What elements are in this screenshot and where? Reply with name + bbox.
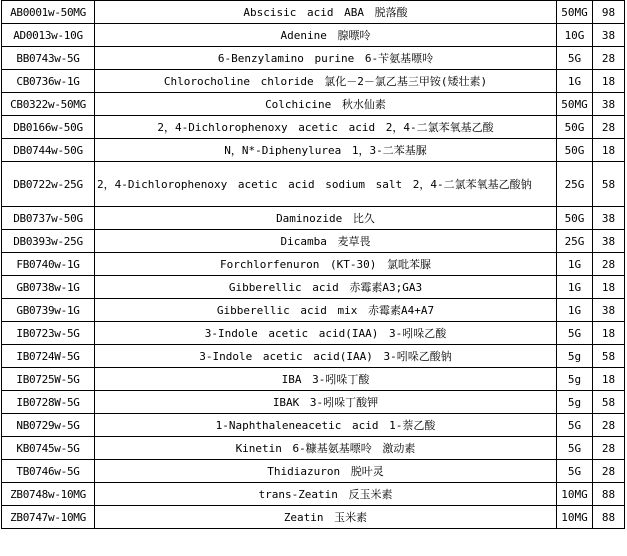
product-code-cell: DB0737w-50G	[2, 207, 95, 230]
product-name-cell: Kinetin 6-糠基氨基嘌呤 激动素	[95, 437, 557, 460]
product-code-cell: DB0393w-25G	[2, 230, 95, 253]
price-cell: 38	[593, 93, 625, 116]
price-cell: 58	[593, 345, 625, 368]
product-name-cell: IBA 3-吲哚丁酸	[95, 368, 557, 391]
price-cell: 38	[593, 24, 625, 47]
table-row	[2, 299, 625, 322]
table-row	[2, 483, 625, 506]
price-cell: 28	[593, 116, 625, 139]
table-row	[2, 437, 625, 460]
product-name-cell: Chlorocholine chloride 氯化－2－氯乙基三甲铵(矮壮素)	[95, 70, 557, 93]
product-name-cell: 3-Indole acetic acid(IAA) 3-吲哚乙酸钠	[95, 345, 557, 368]
product-name-cell: 1-Naphthaleneacetic acid 1-萘乙酸	[95, 414, 557, 437]
product-name-cell: Forchlorfenuron (KT-30) 氯吡苯脲	[95, 253, 557, 276]
price-cell: 28	[593, 460, 625, 483]
product-name-cell: Zeatin 玉米素	[95, 506, 557, 529]
product-name-cell: Gibberellic acid 赤霉素A3;GA3	[95, 276, 557, 299]
package-size-cell: 5G	[557, 437, 593, 460]
product-name-cell: Daminozide 比久	[95, 207, 557, 230]
product-code-cell: DB0166w-50G	[2, 116, 95, 139]
price-cell: 18	[593, 70, 625, 93]
table-row	[2, 1, 625, 24]
table-row	[2, 230, 625, 253]
product-table-container	[1, 0, 625, 529]
table-row	[2, 47, 625, 70]
price-cell: 38	[593, 207, 625, 230]
product-code-cell: DB0722w-25G	[2, 162, 95, 207]
product-code-cell: IB0725W-5G	[2, 368, 95, 391]
table-row	[2, 253, 625, 276]
product-name-cell: Thidiazuron 脱叶灵	[95, 460, 557, 483]
product-code-cell: CB0322w-50MG	[2, 93, 95, 116]
table-row	[2, 506, 625, 529]
price-cell: 18	[593, 368, 625, 391]
table-row	[2, 93, 625, 116]
product-code-cell: GB0739w-1G	[2, 299, 95, 322]
price-cell: 18	[593, 276, 625, 299]
table-row	[2, 70, 625, 93]
package-size-cell: 10MG	[557, 483, 593, 506]
product-code-cell: BB0743w-5G	[2, 47, 95, 70]
package-size-cell: 50MG	[557, 93, 593, 116]
package-size-cell: 1G	[557, 70, 593, 93]
product-code-cell: KB0745w-5G	[2, 437, 95, 460]
product-name-cell: Dicamba 麦草畏	[95, 230, 557, 253]
price-cell: 28	[593, 253, 625, 276]
package-size-cell: 10G	[557, 24, 593, 47]
table-row	[2, 391, 625, 414]
product-code-cell: GB0738w-1G	[2, 276, 95, 299]
product-code-cell: ZB0748w-10MG	[2, 483, 95, 506]
table-row	[2, 460, 625, 483]
product-name-cell: 6-Benzylamino purine 6-苄氨基嘌呤	[95, 47, 557, 70]
product-code-cell: DB0744w-50G	[2, 139, 95, 162]
product-code-cell: TB0746w-5G	[2, 460, 95, 483]
product-name-cell: Adenine 腺嘌呤	[95, 24, 557, 47]
product-code-cell: CB0736w-1G	[2, 70, 95, 93]
price-cell: 58	[593, 162, 625, 207]
product-name-cell: Abscisic acid ABA 脱落酸	[95, 1, 557, 24]
package-size-cell: 50G	[557, 139, 593, 162]
package-size-cell: 50MG	[557, 1, 593, 24]
product-name-cell: N，N*-Diphenylurea 1，3-二苯基脲	[95, 139, 557, 162]
product-code-cell: AB0001w-50MG	[2, 1, 95, 24]
price-cell: 28	[593, 414, 625, 437]
price-cell: 38	[593, 299, 625, 322]
package-size-cell: 5g	[557, 345, 593, 368]
product-name-cell: Colchicine 秋水仙素	[95, 93, 557, 116]
package-size-cell: 25G	[557, 230, 593, 253]
product-name-cell: trans-Zeatin 反玉米素	[95, 483, 557, 506]
product-code-cell: FB0740w-1G	[2, 253, 95, 276]
product-table-body	[2, 1, 625, 529]
price-cell: 28	[593, 47, 625, 70]
product-code-cell: IB0724W-5G	[2, 345, 95, 368]
package-size-cell: 5G	[557, 414, 593, 437]
table-row	[2, 322, 625, 345]
product-code-cell: AD0013w-10G	[2, 24, 95, 47]
table-row	[2, 414, 625, 437]
table-row	[2, 368, 625, 391]
package-size-cell: 10MG	[557, 506, 593, 529]
table-row	[2, 345, 625, 368]
table-row	[2, 139, 625, 162]
package-size-cell: 5g	[557, 391, 593, 414]
package-size-cell: 5G	[557, 460, 593, 483]
product-name-cell: 3-Indole acetic acid(IAA) 3-吲哚乙酸	[95, 322, 557, 345]
product-name-cell: 2，4-Dichlorophenoxy acetic acid 2，4-二氯苯氧基乙酸	[95, 116, 557, 139]
table-row	[2, 116, 625, 139]
package-size-cell: 25G	[557, 162, 593, 207]
table-row	[2, 207, 625, 230]
product-name-cell: Gibberellic acid mix 赤霉素A4+A7	[95, 299, 557, 322]
price-cell: 88	[593, 483, 625, 506]
product-code-cell: IB0723w-5G	[2, 322, 95, 345]
product-table	[1, 0, 625, 529]
price-cell: 28	[593, 437, 625, 460]
price-cell: 18	[593, 139, 625, 162]
table-row	[2, 276, 625, 299]
product-name-cell: 2，4-Dichlorophenoxy acetic acid sodium salt 2，4-二氯苯氧基乙酸钠	[95, 162, 557, 207]
product-code-cell: IB0728W-5G	[2, 391, 95, 414]
package-size-cell: 50G	[557, 207, 593, 230]
package-size-cell: 5g	[557, 368, 593, 391]
package-size-cell: 1G	[557, 299, 593, 322]
price-cell: 18	[593, 322, 625, 345]
product-code-cell: NB0729w-5G	[2, 414, 95, 437]
product-code-cell: ZB0747w-10MG	[2, 506, 95, 529]
price-cell: 58	[593, 391, 625, 414]
price-cell: 98	[593, 1, 625, 24]
table-row	[2, 162, 625, 207]
package-size-cell: 5G	[557, 47, 593, 70]
price-cell: 88	[593, 506, 625, 529]
table-row	[2, 24, 625, 47]
package-size-cell: 1G	[557, 253, 593, 276]
price-cell: 38	[593, 230, 625, 253]
package-size-cell: 1G	[557, 276, 593, 299]
package-size-cell: 5G	[557, 322, 593, 345]
package-size-cell: 50G	[557, 116, 593, 139]
product-name-cell: IBAK 3-吲哚丁酸钾	[95, 391, 557, 414]
